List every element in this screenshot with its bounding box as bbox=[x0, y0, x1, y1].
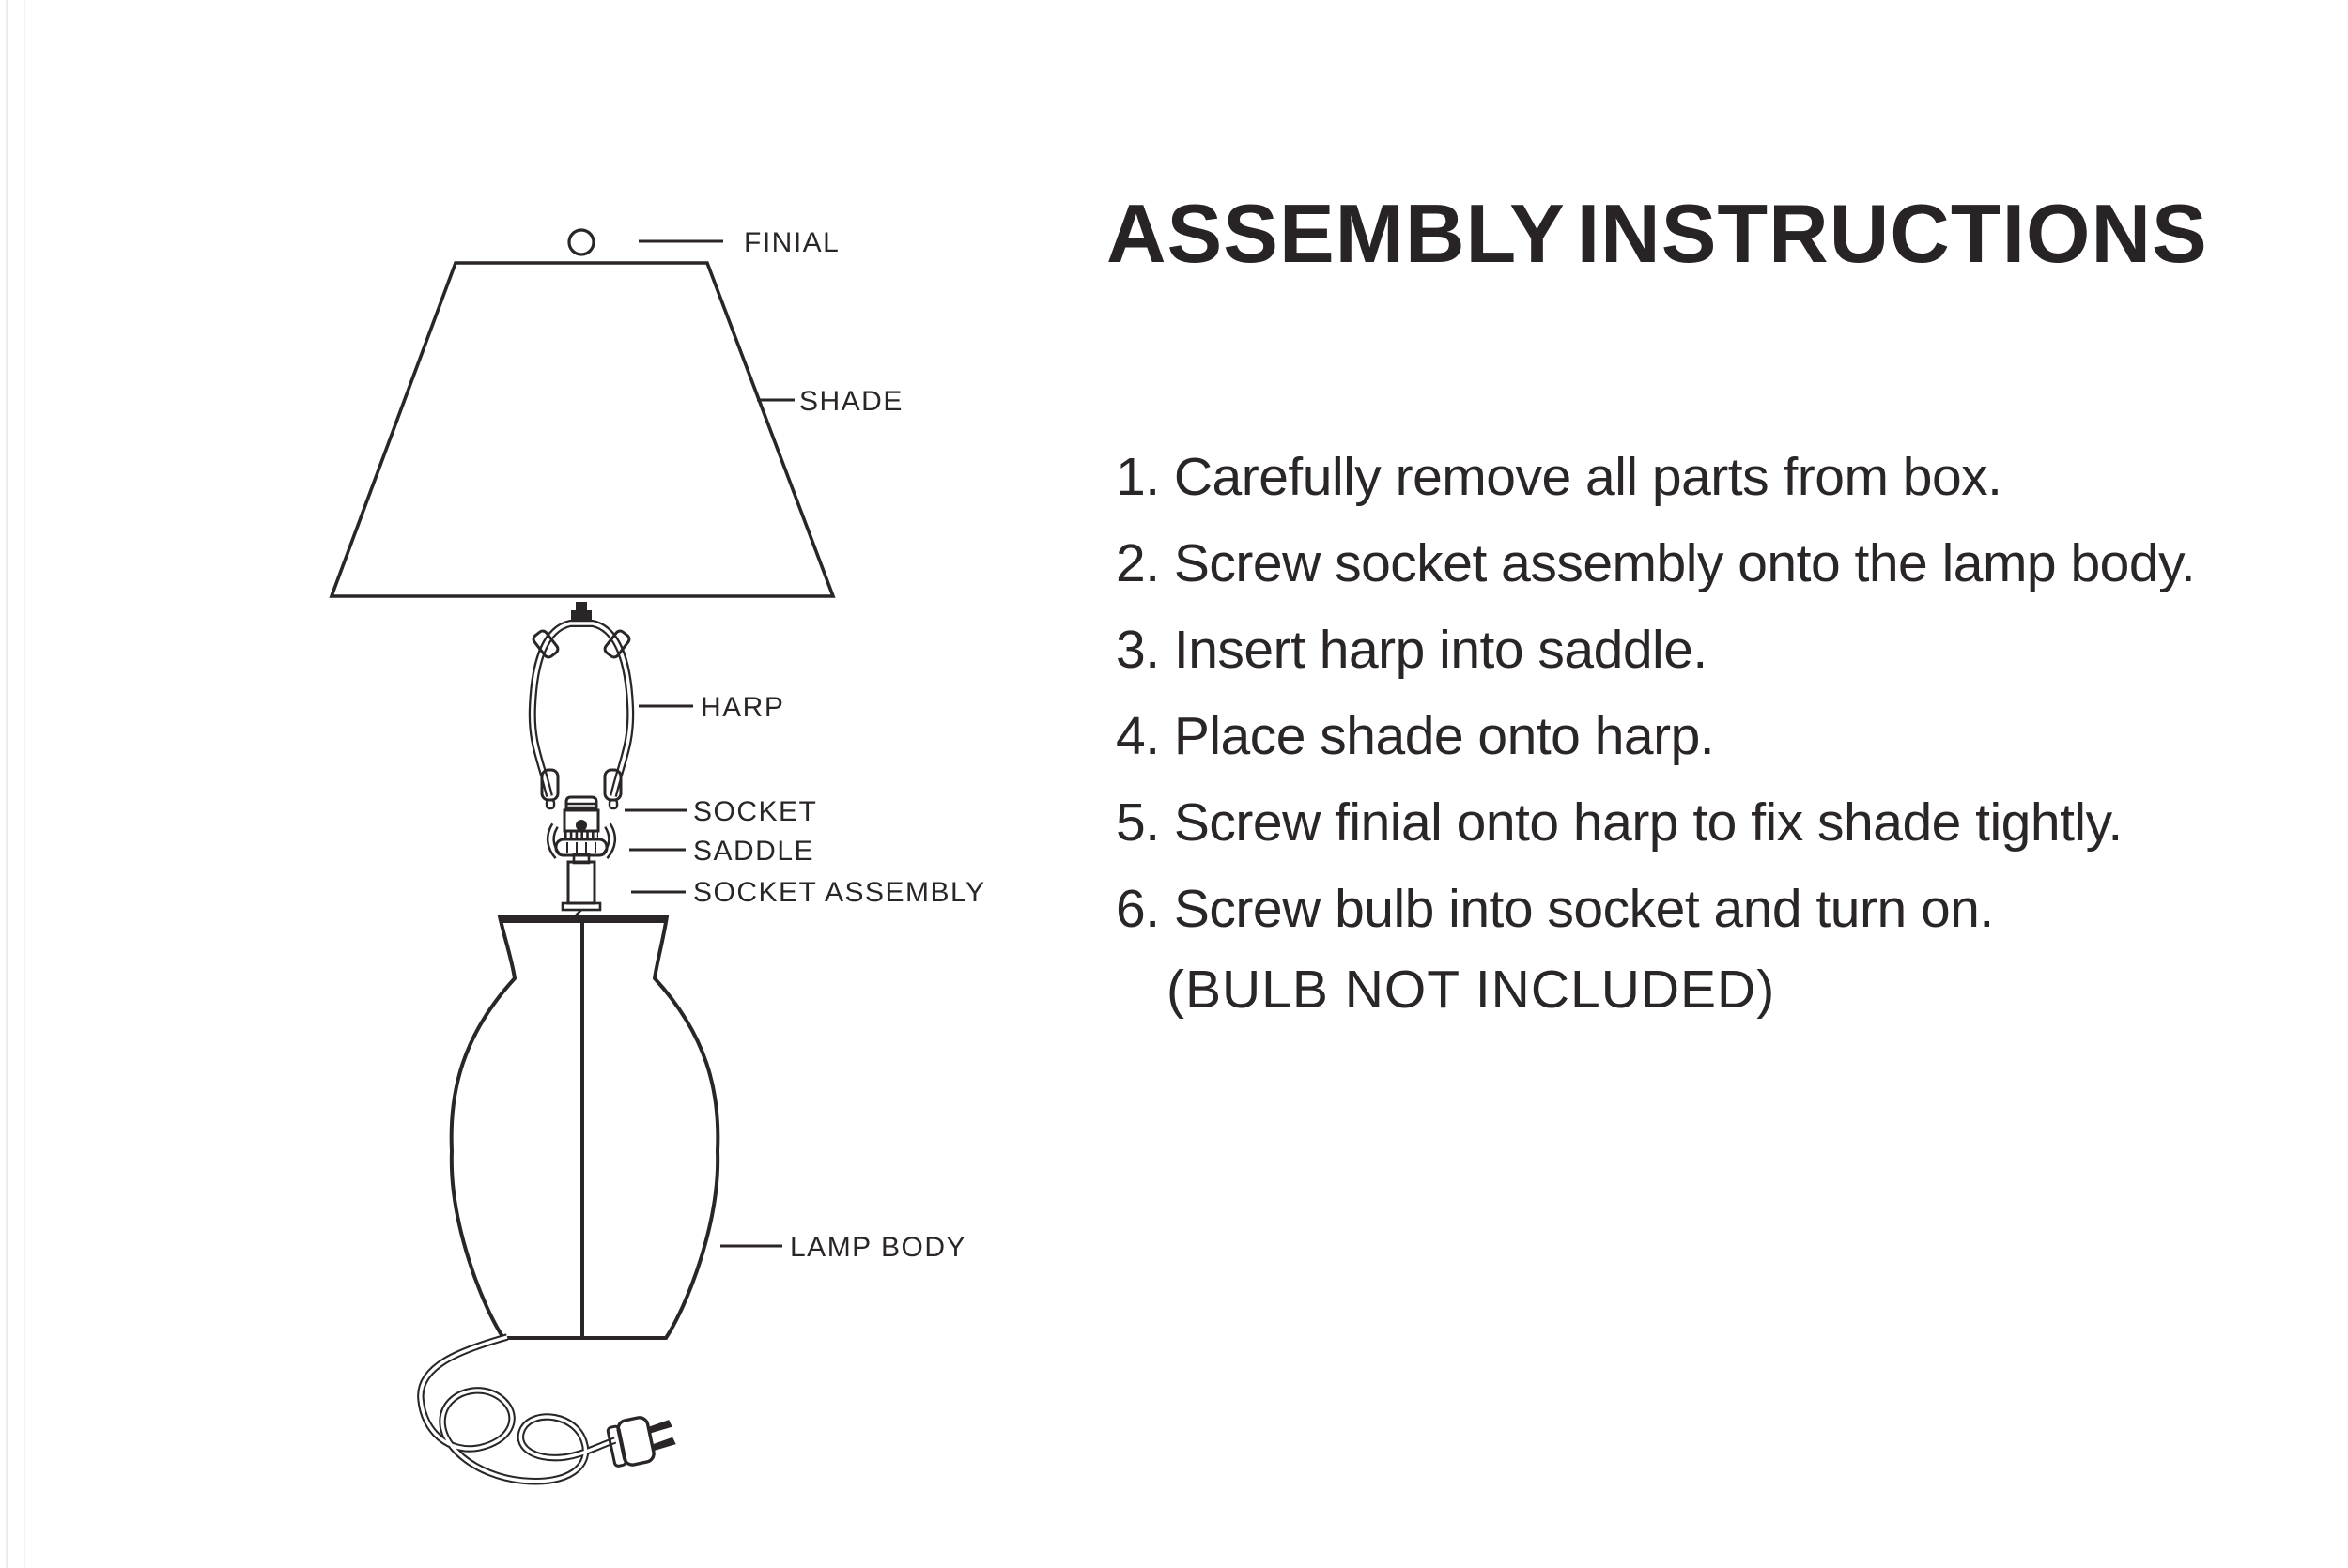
lamp-body-outline bbox=[452, 916, 718, 1338]
instruction-step-3: 3. Insert harp into saddle. bbox=[1116, 620, 1707, 680]
shade-drawing bbox=[332, 263, 833, 596]
power-cord-drawing bbox=[421, 1337, 678, 1482]
instruction-step-6: 6. Screw bulb into socket and turn on. bbox=[1116, 879, 1994, 939]
harp-label: HARP bbox=[701, 692, 785, 723]
shade-label: SHADE bbox=[799, 386, 904, 417]
lamp-body-drawing bbox=[452, 916, 718, 1338]
harp-stud bbox=[576, 602, 587, 611]
lamp-diagram bbox=[0, 0, 1052, 1568]
instruction-step-5: 5. Screw finial onto harp to fix shade tightly. bbox=[1116, 792, 2123, 853]
harp-stud-base bbox=[571, 610, 592, 620]
plug-prong-bottom bbox=[652, 1437, 677, 1451]
instruction-step-2: 2. Screw socket assembly onto the lamp body. bbox=[1116, 533, 2196, 593]
socket-label: SOCKET bbox=[693, 796, 818, 827]
power-plug-drawing bbox=[607, 1411, 678, 1468]
socket-assembly-drawing bbox=[563, 862, 600, 916]
socket-switch-knob bbox=[576, 820, 587, 831]
saddle-label: SADDLE bbox=[693, 836, 815, 867]
bulb-not-included-note: (BULB NOT INCLUDED) bbox=[1166, 960, 1776, 1020]
instruction-step-4: 4. Place shade onto harp. bbox=[1116, 706, 1715, 766]
finial-drawing bbox=[569, 230, 594, 254]
lamp-body-label: LAMP BODY bbox=[790, 1232, 967, 1263]
finial-label: FINIAL bbox=[744, 227, 841, 258]
page-title: ASSEMBLY INSTRUCTIONS bbox=[1106, 187, 2208, 280]
socket-assembly-label: SOCKET ASSEMBLY bbox=[693, 877, 986, 908]
instruction-steps bbox=[1116, 434, 2195, 1033]
harp-drawing bbox=[532, 602, 631, 808]
instruction-step-1: 1. Carefully remove all parts from box. bbox=[1116, 447, 2002, 507]
socket-drawing bbox=[564, 797, 598, 835]
plug-prong-top bbox=[648, 1420, 673, 1434]
